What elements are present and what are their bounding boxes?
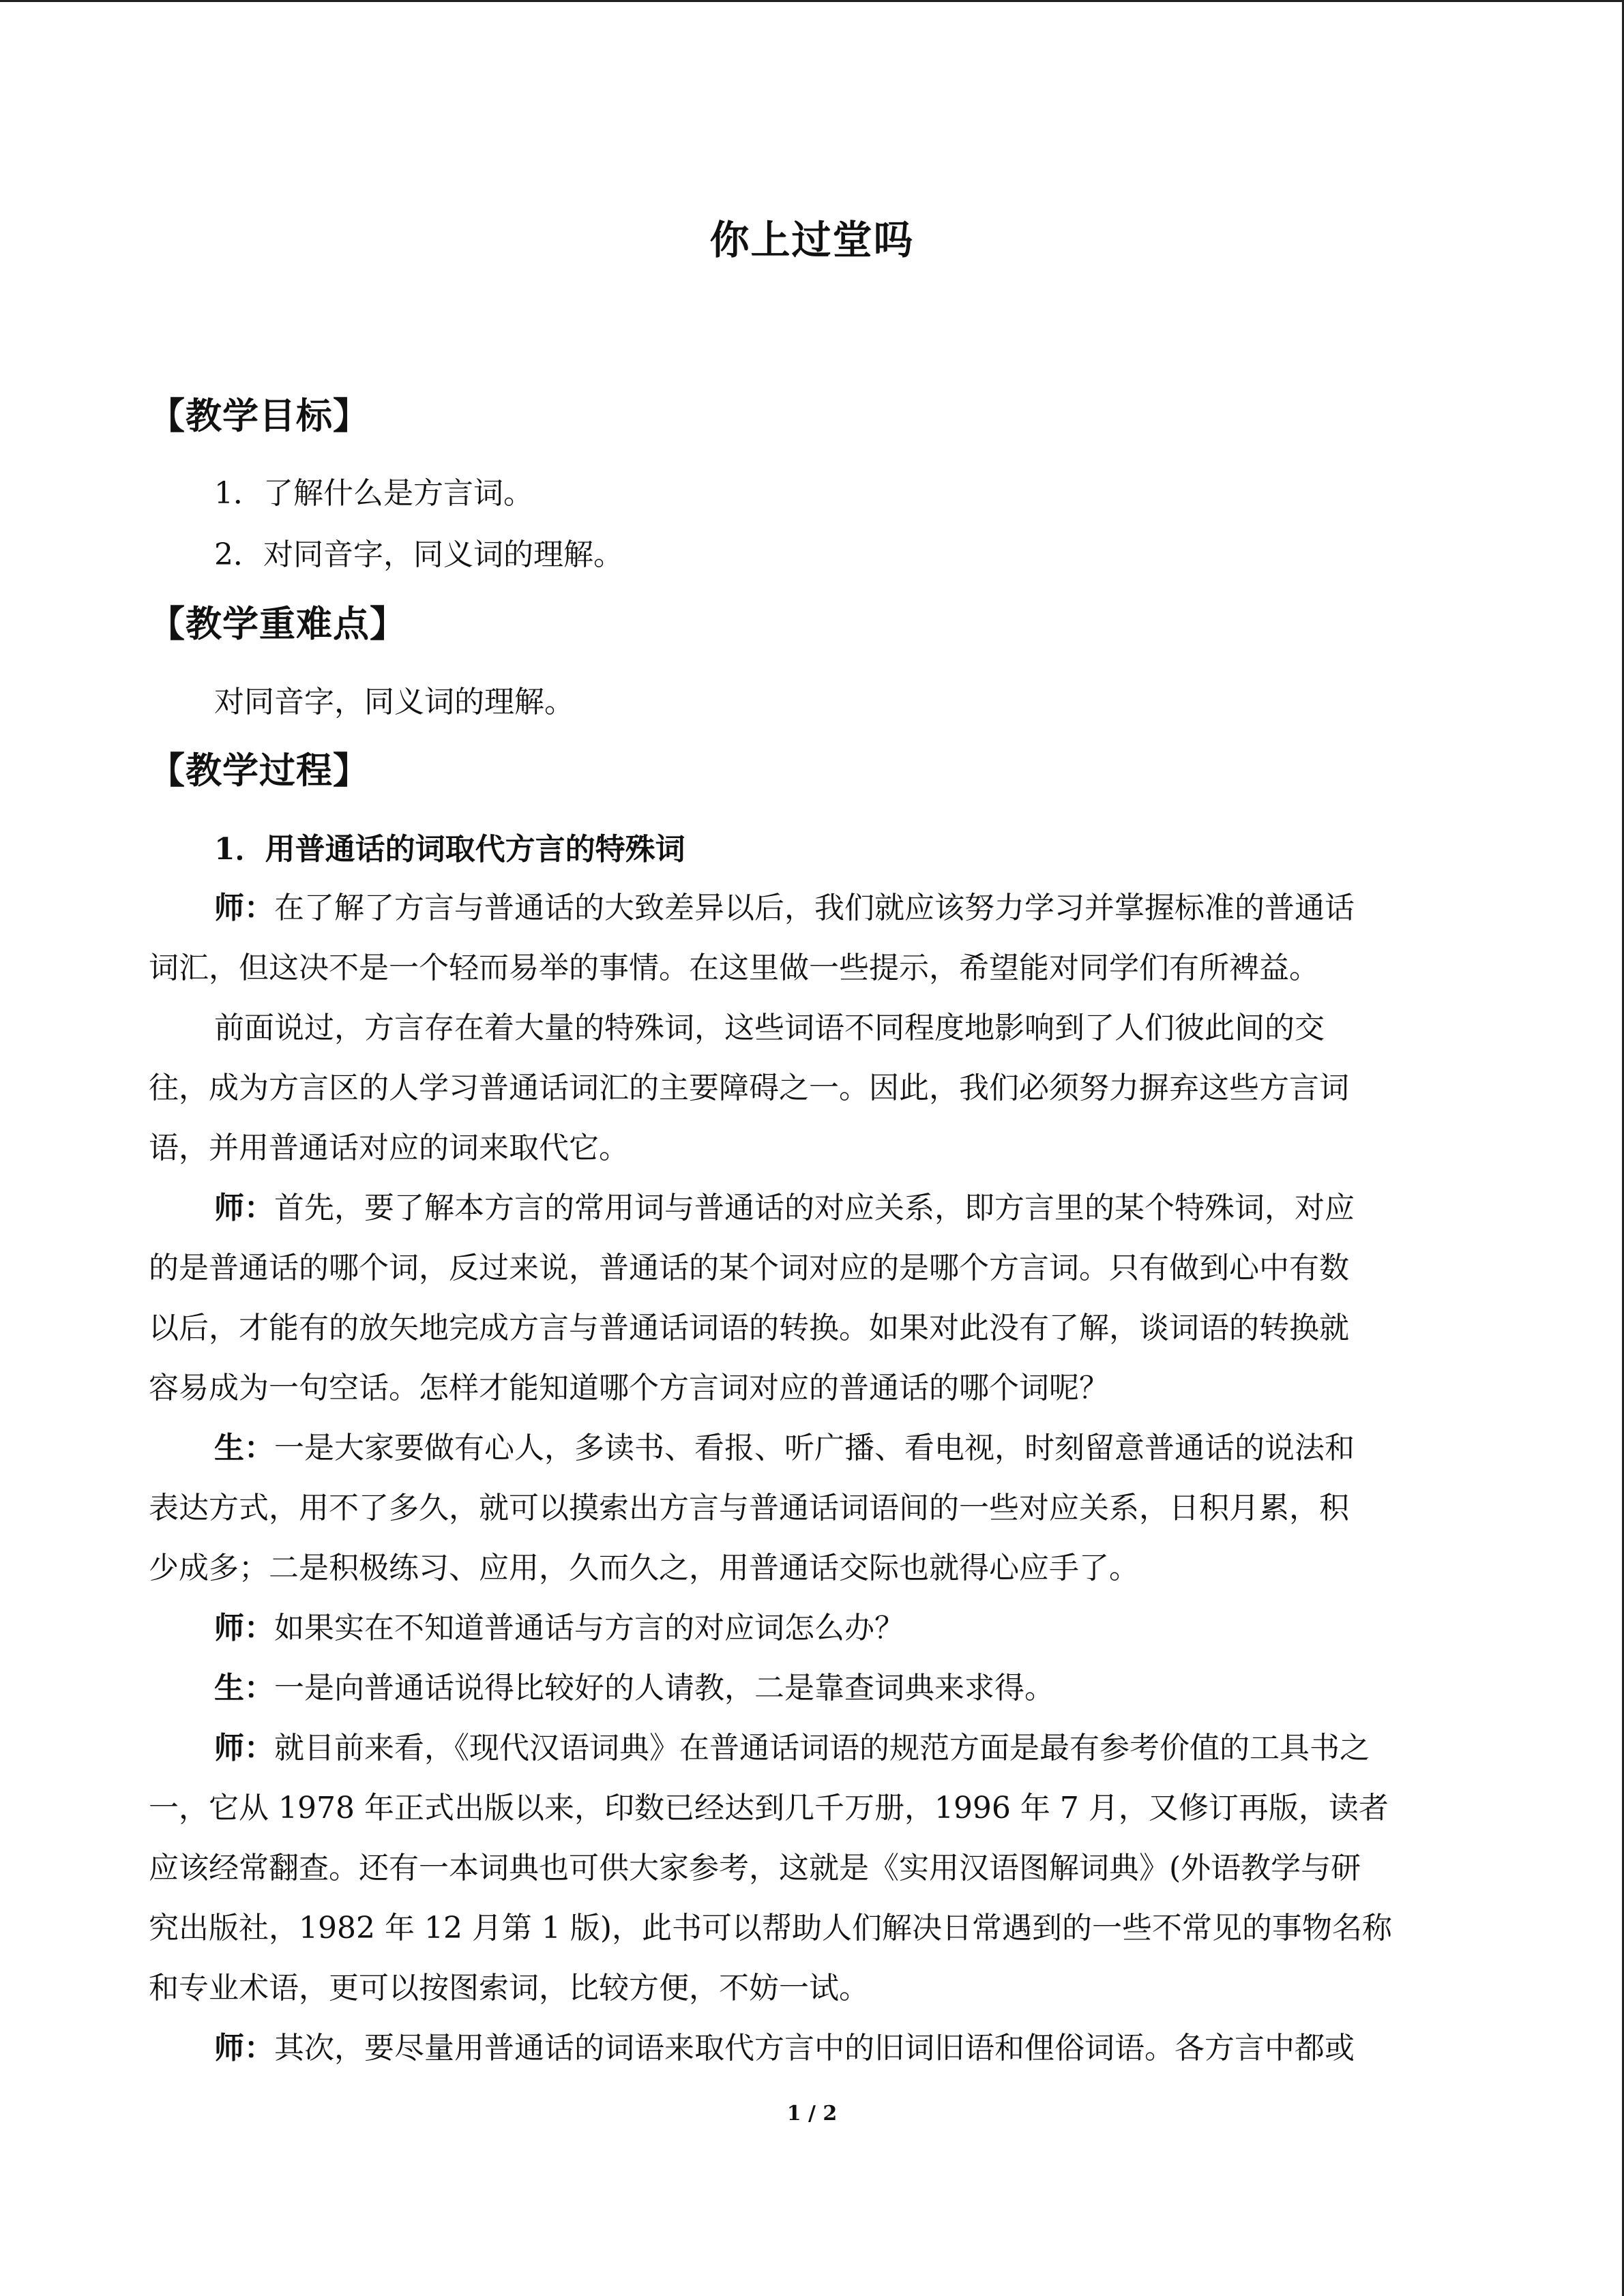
paragraph-line: 一，它从 1978 年正式出版以来，印数已经达到几千万册，1996 年 7 月，又修订再版，读者: [149, 1791, 1389, 1825]
paragraph-line: 容易成为一句空话。怎样才能知道哪个方言词对应的普通话的哪个词呢？: [149, 1371, 1109, 1405]
paragraph-line: 师：其次，要尽量用普通话的词语来取代方言中的旧词旧语和俚俗词语。各方言中都或: [214, 2031, 1355, 2066]
speaker-label: 生：: [214, 1431, 274, 1465]
paragraph-line: 应该经常翻查。还有一本词典也可供大家参考，这就是《实用汉语图解词典》(外语教学与研: [149, 1851, 1361, 1885]
paragraph-line: 词汇，但这决不是一个轻而易举的事情。在这里做一些提示，希望能对同学们有所裨益。: [149, 951, 1319, 985]
paragraph-line: 前面说过，方言存在着大量的特殊词，这些词语不同程度地影响到了人们彼此间的交: [214, 1011, 1325, 1045]
paragraph-line: 表达方式，用不了多久，就可以摸索出方言与普通话词语间的一些对应关系，日积月累，积: [149, 1491, 1349, 1525]
page-number: 1 / 2: [786, 2102, 838, 2126]
paragraph-line: 生：一是向普通话说得比较好的人请教，二是靠查词典来求得。: [214, 1671, 1054, 1705]
paragraph-line: 和专业术语，更可以按图索词，比较方便，不妨一试。: [149, 1971, 869, 2006]
paragraph-line: 师：在了解了方言与普通话的大致差异以后，我们就应该努力学习并掌握标准的普通话: [214, 891, 1355, 925]
page-title: 你上过堂吗: [709, 217, 915, 263]
speaker-label: 师：: [214, 1191, 274, 1225]
objectives-heading: 【教学目标】: [149, 395, 370, 437]
paragraph-line: 以后，才能有的放矢地完成方言与普通话词语的转换。如果对此没有了解，谈词语的转换就: [149, 1311, 1349, 1345]
speaker-label: 师：: [214, 1731, 274, 1765]
key-points-text: 对同音字，同义词的理解。: [214, 685, 574, 719]
speaker-label: 师：: [214, 2031, 274, 2066]
speaker-label: 师：: [214, 1611, 274, 1645]
paragraph-line: 的是普通话的哪个词，反过来说，普通话的某个词对应的是哪个方言词。只有做到心中有数: [149, 1251, 1349, 1285]
step1-heading: 1．用普通话的词取代方言的特殊词: [214, 832, 685, 867]
speaker-label: 师：: [214, 891, 274, 925]
paragraph-line: 往，成为方言区的人学习普通话词汇的主要障碍之一。因此，我们必须努力摒弃这些方言词: [149, 1071, 1349, 1105]
paragraph-line: 师：就目前来看，《现代汉语词典》在普通话词语的规范方面是最有参考价值的工具书之: [214, 1731, 1370, 1765]
paragraph-line: 少成多；二是积极练习、应用，久而久之，用普通话交际也就得心应手了。: [149, 1551, 1139, 1585]
paragraph-line: 生：一是大家要做有心人，多读书、看报、听广播、看电视，时刻留意普通话的说法和: [214, 1431, 1355, 1465]
paragraph-line: 语，并用普通话对应的词来取代它。: [149, 1131, 629, 1165]
page-border-top: [0, 0, 1624, 2]
speaker-label: 生：: [214, 1671, 274, 1705]
key-points-heading: 【教学重难点】: [149, 603, 407, 645]
paragraph-line: 师：首先，要了解本方言的常用词与普通话的对应关系，即方言里的某个特殊词，对应: [214, 1191, 1355, 1225]
paragraph-line: 究出版社，1982 年 12 月第 1 版)，此书可以帮助人们解决日常遇到的一些不常见的事物名称: [149, 1911, 1393, 1945]
objective-item-2: 2．对同音字，同义词的理解。: [214, 537, 623, 572]
objective-item-1: 1．了解什么是方言词。: [214, 476, 533, 511]
process-heading: 【教学过程】: [149, 749, 370, 792]
paragraph-line: 师：如果实在不知道普通话与方言的对应词怎么办？: [214, 1611, 904, 1645]
